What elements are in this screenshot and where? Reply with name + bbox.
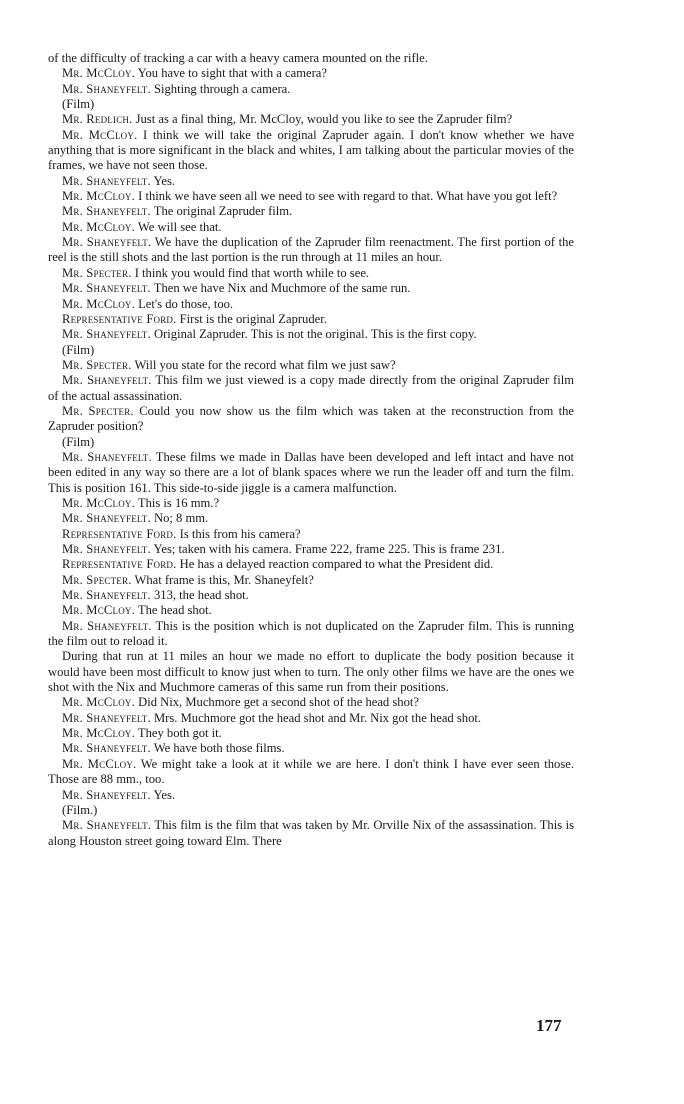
paragraph-text: Yes; taken with his camera. Frame 222, frame 225. This is frame 231. — [153, 542, 505, 556]
document-page — [48, 51, 574, 849]
paragraph-text: of the difficulty of tracking a car with a heavy camera mounted on the rifle. — [48, 51, 428, 65]
paragraph-text: Mrs. Muchmore got the head shot and Mr. Nix got the head shot. — [153, 710, 482, 725]
paragraph-text: We have the duplication of the Zapruder film reenactment. The first portion of the reel is the still shots and the last portion is the run through at 11 miles an hour. — [48, 235, 574, 265]
transcript-paragraph — [48, 788, 574, 803]
speaker-name: Mr. McCloy. — [62, 756, 137, 771]
speaker-name: Mr. McCloy. — [62, 189, 135, 204]
paragraph-text: He has a delayed reaction compared to what the President did. — [179, 557, 494, 572]
speaker-name: Mr. Specter. — [62, 357, 132, 372]
paragraph-text: This film is the film that was taken by Mr. Orville Nix of the assassination. This is along Houston street going toward Elm. There — [48, 818, 574, 848]
transcript-paragraph — [48, 542, 574, 557]
paragraph-text: I think we will take the original Zapruder again. I don't know whether we have anything that is more significant in the black and whites, I am talking about the particular movies of the frames, we have not seen those. — [48, 127, 574, 173]
speaker-name: Mr. Shaneyfelt. — [62, 235, 152, 250]
transcript-paragraph — [48, 496, 574, 511]
paragraph-text: Will you state for the record what film we just saw? — [134, 357, 396, 372]
paragraph-text: First is the original Zapruder. — [179, 311, 327, 326]
speaker-name: Mr. Shaneyfelt. — [62, 542, 151, 556]
transcript-paragraph — [48, 603, 574, 618]
speaker-name: Mr. Shaneyfelt. — [62, 173, 151, 188]
speaker-name: Mr. McCloy. — [62, 219, 135, 234]
transcript-paragraph — [48, 557, 574, 572]
transcript-paragraph — [48, 741, 574, 756]
transcript-paragraph — [48, 189, 574, 204]
paragraph-text: This is the position which is not duplicated on the Zapruder film. This is running the film out to reload it. — [48, 618, 574, 649]
speaker-name: Mr. McCloy. — [62, 603, 135, 618]
transcript-paragraph — [48, 235, 574, 266]
paragraph-text: We might take a look at it while we are here. I don't think I have ever seen those. Those are 88 mm., too. — [48, 756, 574, 787]
paragraph-text: Then we have Nix and Muchmore of the same run. — [153, 281, 411, 296]
paragraph-text: I think we have seen all we need to see with regard to that. What have you got left? — [138, 189, 558, 204]
transcript-paragraph — [48, 649, 574, 695]
speaker-name: Mr. Shaneyfelt. — [62, 327, 151, 342]
paragraph-text: No; 8 mm. — [153, 511, 209, 526]
testimony-transcript — [48, 51, 574, 849]
speaker-name: Mr. Shaneyfelt. — [62, 787, 151, 802]
paragraph-text: (Film.) — [62, 802, 98, 817]
paragraph-text: (Film) — [62, 434, 95, 449]
paragraph-text: Did Nix, Muchmore get a second shot of the head shot? — [138, 695, 419, 710]
paragraph-text: The original Zapruder film. — [153, 204, 293, 219]
speaker-name: Mr. McCloy. — [62, 695, 135, 710]
speaker-name: Mr. Shaneyfelt. — [62, 741, 151, 756]
speaker-name: Mr. McCloy. — [62, 66, 135, 81]
transcript-paragraph — [48, 327, 574, 342]
paragraph-text: Yes. — [153, 173, 175, 188]
transcript-paragraph — [48, 112, 574, 127]
transcript-paragraph — [48, 573, 574, 588]
paragraph-text: The head shot. — [137, 603, 212, 618]
transcript-paragraph — [48, 404, 574, 435]
speaker-name: Mr. Shaneyfelt. — [62, 281, 151, 296]
paragraph-text: What frame is this, Mr. Shaneyfelt? — [134, 572, 314, 587]
paragraph-text: 313, the head shot. — [153, 588, 249, 603]
paragraph-text: They both got it. — [137, 726, 222, 741]
speaker-name: Mr. Shaneyfelt. — [62, 449, 152, 464]
speaker-name: Mr. Shaneyfelt. — [62, 588, 151, 603]
transcript-paragraph — [48, 726, 574, 741]
transcript-paragraph — [48, 51, 574, 66]
transcript-paragraph — [48, 619, 574, 650]
page-number: 177 — [536, 1016, 562, 1035]
speaker-name: Mr. Shaneyfelt. — [62, 373, 152, 388]
transcript-paragraph — [48, 174, 574, 189]
speaker-name: Mr. Shaneyfelt. — [62, 81, 151, 96]
speaker-name: Mr. McCloy. — [62, 296, 135, 311]
paragraph-text: Let's do those, too. — [138, 296, 234, 311]
paragraph-text: This is 16 mm.? — [137, 495, 220, 510]
transcript-paragraph — [48, 358, 574, 373]
speaker-name: Representative Ford. — [62, 526, 177, 541]
transcript-paragraph — [48, 266, 574, 281]
paragraph-text: Just as a final thing, Mr. McCloy, would you like to see the Zapruder film? — [135, 112, 513, 127]
paragraph-text: Original Zapruder. This is not the original. This is the first copy. — [153, 327, 477, 342]
paragraph-text: Sighting through a camera. — [153, 81, 291, 96]
paragraph-text: This film we just viewed is a copy made directly from the original Zapruder film of the actual assassination. — [48, 373, 574, 403]
transcript-paragraph — [48, 588, 574, 603]
paragraph-text: Is this from his camera? — [179, 526, 301, 541]
speaker-name: Mr. Shaneyfelt. — [62, 818, 152, 833]
speaker-name: Mr. McCloy. — [62, 726, 135, 741]
transcript-paragraph — [48, 435, 574, 450]
transcript-paragraph — [48, 818, 574, 849]
transcript-paragraph — [48, 82, 574, 97]
paragraph-text: (Film) — [62, 97, 95, 112]
speaker-name: Mr. Specter. — [62, 403, 134, 418]
paragraph-text: We have both those films. — [153, 741, 285, 756]
transcript-paragraph — [48, 450, 574, 496]
transcript-paragraph — [48, 220, 574, 235]
speaker-name: Mr. Redlich. — [62, 112, 133, 127]
transcript-paragraph — [48, 204, 574, 219]
speaker-name: Mr. Shaneyfelt. — [62, 511, 151, 526]
transcript-paragraph — [48, 312, 574, 327]
speaker-name: Representative Ford. — [62, 557, 177, 572]
transcript-paragraph — [48, 373, 574, 404]
speaker-name: Mr. McCloy. — [62, 495, 135, 510]
transcript-paragraph — [48, 66, 574, 81]
transcript-paragraph — [48, 297, 574, 312]
transcript-paragraph — [48, 281, 574, 296]
paragraph-text: Yes. — [153, 787, 175, 802]
speaker-name: Mr. Specter. — [62, 265, 132, 280]
transcript-paragraph — [48, 343, 574, 358]
speaker-name: Mr. Shaneyfelt. — [62, 618, 152, 633]
paragraph-text: During that run at 11 miles an hour we made no effort to duplicate the body position because it would have been most difficult to know just when to turn. The only other films we have are the ones we shot with the Nix and Muchmore cameras of this same run from their positions. — [48, 649, 574, 695]
speaker-name: Mr. Shaneyfelt. — [62, 204, 151, 219]
transcript-paragraph — [48, 97, 574, 112]
transcript-paragraph — [48, 511, 574, 526]
paragraph-text: I think you would find that worth while to see. — [134, 265, 370, 280]
paragraph-text: These films we made in Dallas have been developed and left intact and have not been edited in any way so there are a lot of blank spaces where we run the leader off and turn the film. This is position 161. This side-to-side jiggle is a camera malfunction. — [48, 449, 574, 495]
speaker-name: Mr. Shaneyfelt. — [62, 710, 151, 725]
paragraph-text: (Film) — [62, 342, 95, 357]
transcript-paragraph — [48, 695, 574, 710]
paragraph-text: You have to sight that with a camera? — [137, 66, 327, 81]
paragraph-text: We will see that. — [137, 219, 222, 234]
speaker-name: Representative Ford. — [62, 311, 177, 326]
speaker-name: Mr. Specter. — [62, 572, 132, 587]
transcript-paragraph — [48, 128, 574, 174]
transcript-paragraph — [48, 803, 574, 818]
transcript-paragraph — [48, 527, 574, 542]
speaker-name: Mr. McCloy. — [62, 127, 138, 142]
paragraph-text: Could you now show us the film which was taken at the reconstruction from the Zapruder position? — [48, 403, 575, 434]
transcript-paragraph — [48, 757, 574, 788]
transcript-paragraph — [48, 711, 574, 726]
